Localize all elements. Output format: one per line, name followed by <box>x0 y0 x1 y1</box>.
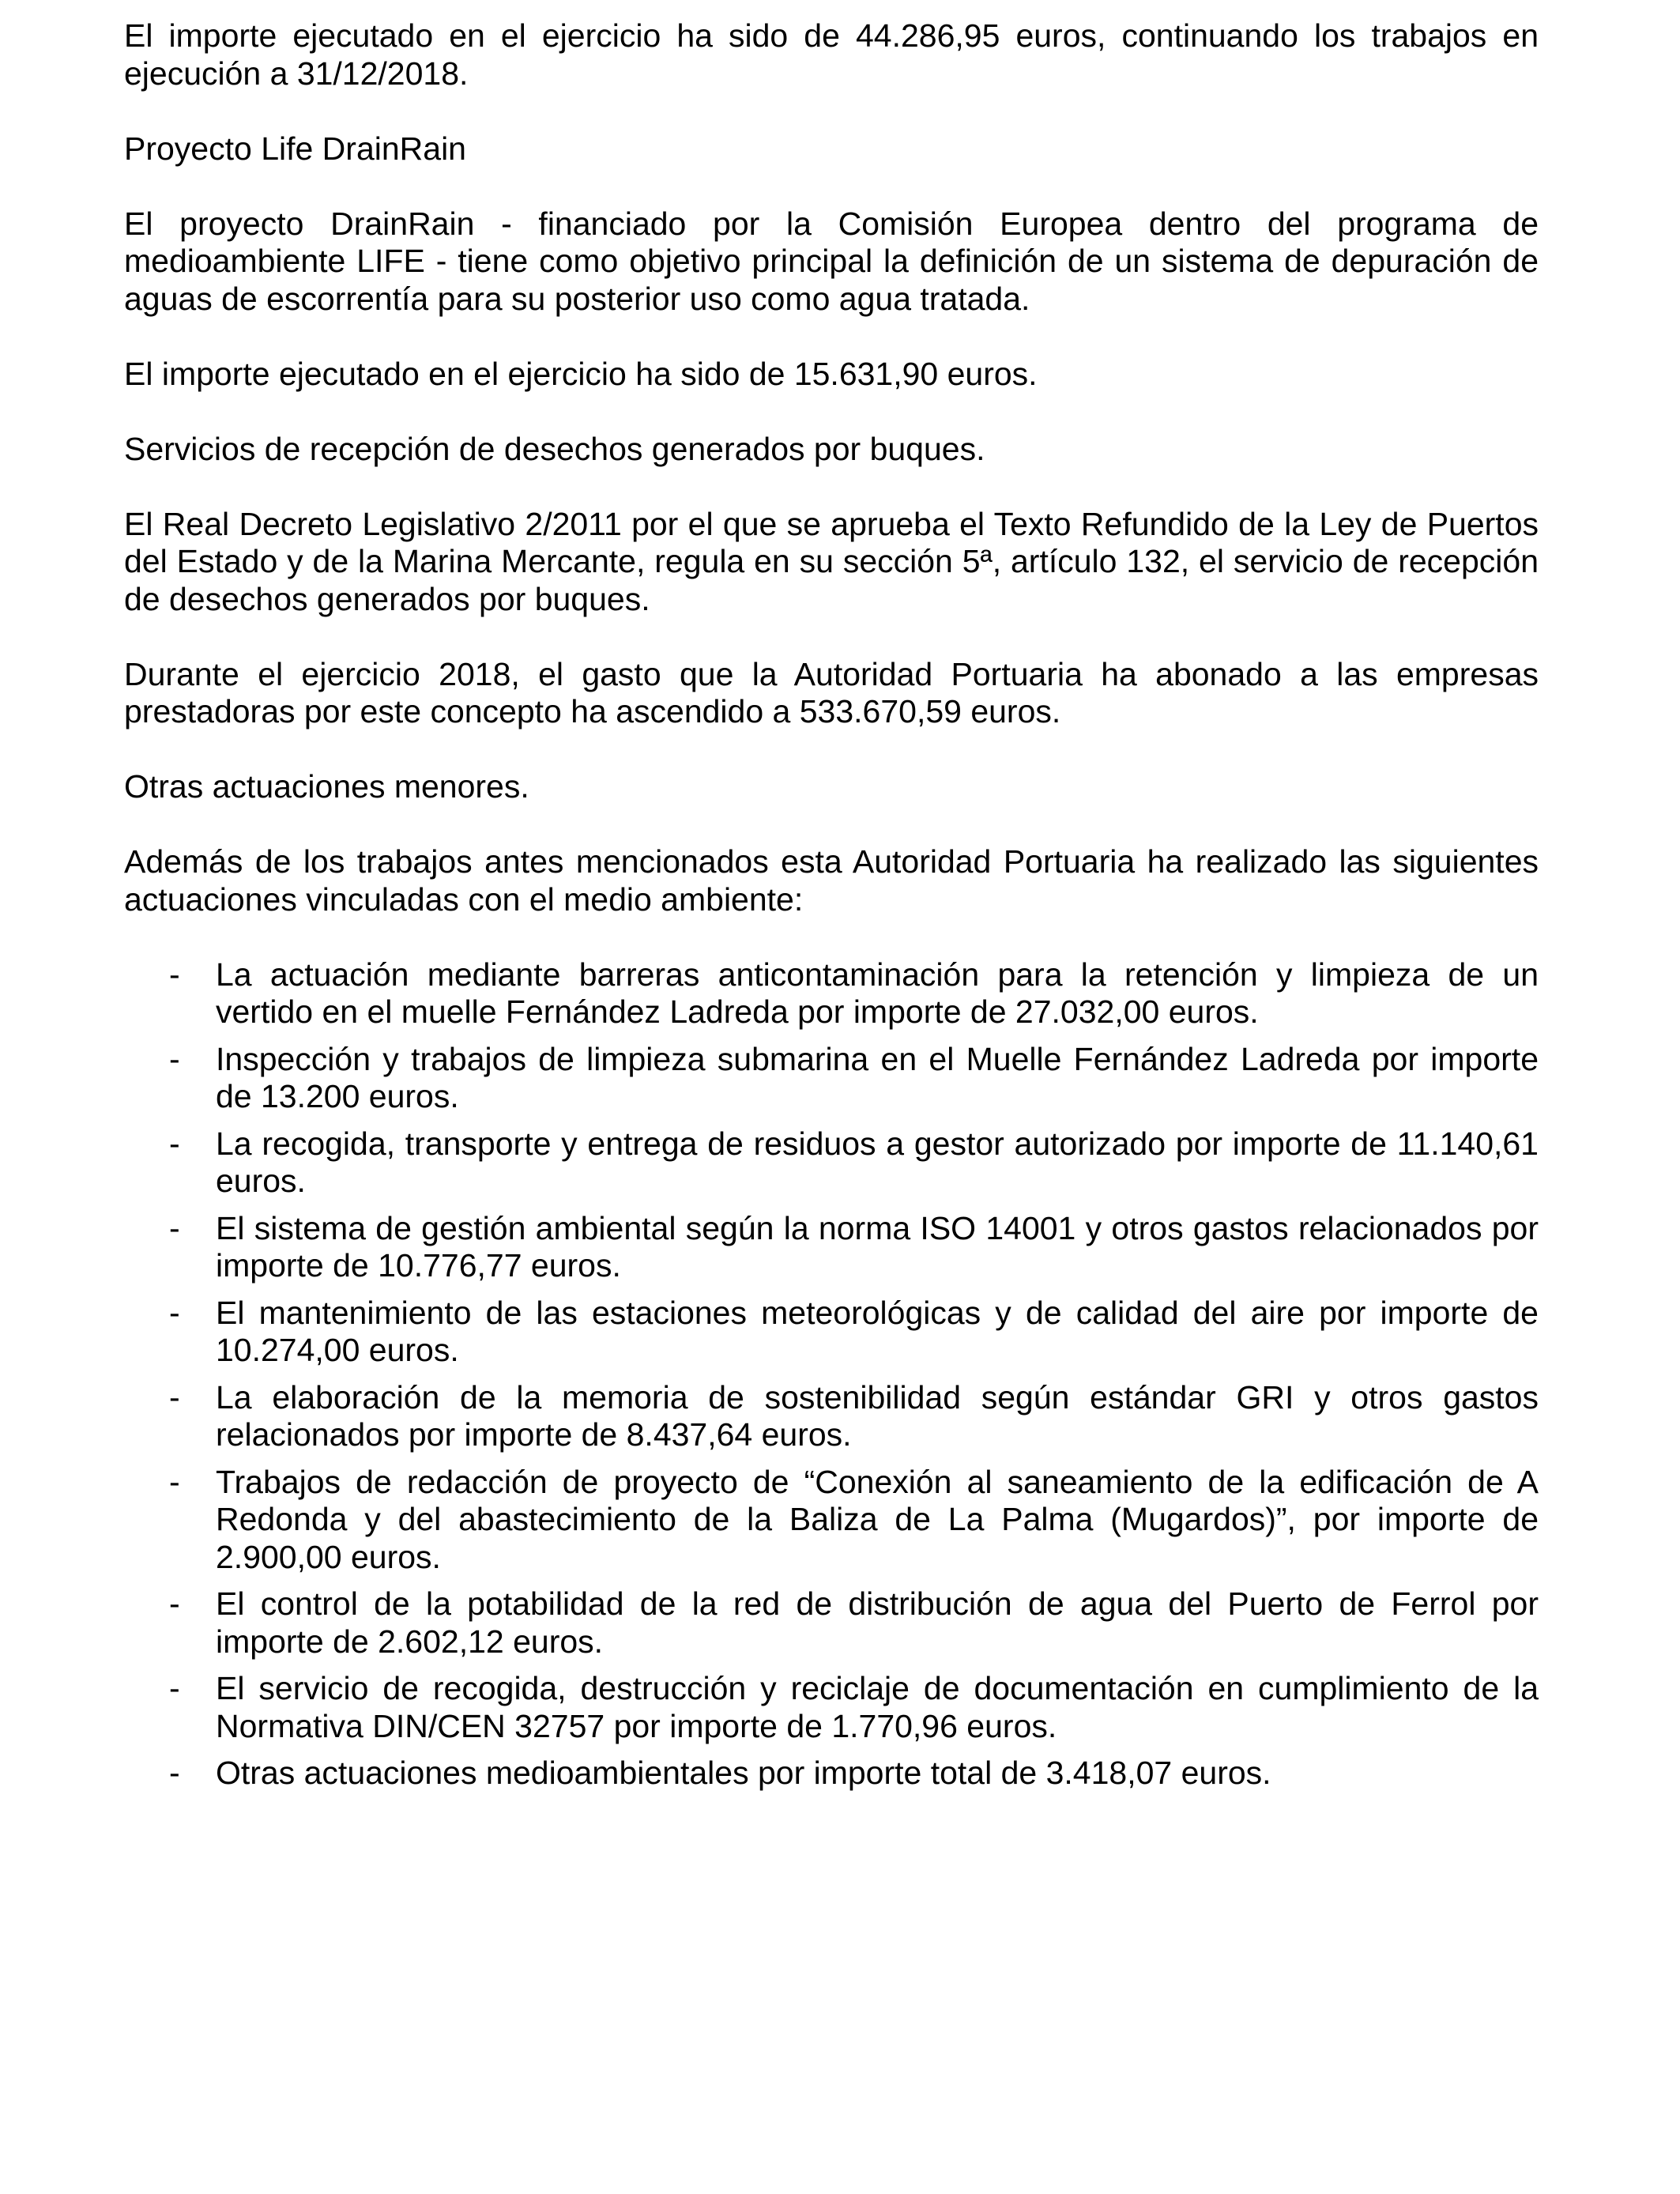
list-dash: - <box>169 1378 180 1416</box>
list-item <box>124 1210 1539 1285</box>
list-item-text: La recogida, transporte y entrega de residuos a gestor autorizado por importe de 11.140,61 euros. <box>216 1125 1539 1199</box>
list-item-text: El sistema de gestión ambiental según la norma ISO 14001 y otros gastos relacionados por importe de 10.776,77 euros. <box>216 1209 1539 1284</box>
actuaciones-list <box>124 956 1539 1793</box>
list-item <box>124 1585 1539 1661</box>
heading-otras-actuaciones: Otras actuaciones menores. <box>124 768 529 805</box>
paragraph-importe-ejecutado-2: El importe ejecutado en el ejercicio ha sido de 15.631,90 euros. <box>124 355 1038 392</box>
paragraph-real-decreto: El Real Decreto Legislativo 2/2011 por el que se aprueba el Texto Refundido de la Ley de Puertos del Estado y de la Marina Mercante, regula en su sección 5ª, artículo 132, el servicio de recepción de desechos generados por buques. <box>124 505 1539 617</box>
list-item-text: El mantenimiento de las estaciones meteorológicas y de calidad del aire por importe de 10.274,00 euros. <box>216 1294 1539 1368</box>
list-item-text: El control de la potabilidad de la red de distribución de agua del Puerto de Ferrol por importe de 2.602,12 euros. <box>216 1585 1539 1660</box>
list-dash: - <box>169 1209 180 1246</box>
list-item <box>124 1125 1539 1201</box>
list-dash: - <box>169 956 180 993</box>
list-item-text: La elaboración de la memoria de sostenibilidad según estándar GRI y otros gastos relacionados por importe de 8.437,64 euros. <box>216 1378 1539 1453</box>
list-item-text: Trabajos de redacción de proyecto de “Conexión al saneamiento de la edificación de A Redonda y del abastecimiento de la Baliza de La Palma (Mugardos)”, por importe de 2.900,00 euros. <box>216 1463 1539 1575</box>
list-item-text: El servicio de recogida, destrucción y reciclaje de documentación en cumplimiento de la Normativa DIN/CEN 32757 por importe de 1.770,96 euros. <box>216 1670 1539 1744</box>
list-item <box>124 1670 1539 1745</box>
list-item <box>124 1379 1539 1454</box>
paragraph-ademas: Además de los trabajos antes mencionados esta Autoridad Portuaria ha realizado las siguientes actuaciones vinculadas con el medio ambiente: <box>124 843 1539 918</box>
list-item <box>124 1755 1539 1793</box>
heading-servicios-recepcion: Servicios de recepción de desechos generados por buques. <box>124 430 985 467</box>
list-item-text: Otras actuaciones medioambientales por importe total de 3.418,07 euros. <box>216 1755 1271 1791</box>
list-dash: - <box>169 1755 180 1791</box>
list-dash: - <box>169 1463 180 1500</box>
list-item <box>124 1464 1539 1577</box>
list-dash: - <box>169 1670 180 1706</box>
paragraph-drainrain-description: El proyecto DrainRain - financiado por la Comisión Europea dentro del programa de medioambiente LIFE - tiene como objetivo principal la definición de un sistema de depuración de aguas de escorrentía para su posterior uso como agua tratada. <box>124 205 1539 317</box>
list-item-text: La actuación mediante barreras anticontaminación para la retención y limpieza de un vertido en el muelle Fernández Ladreda por importe de 27.032,00 euros. <box>216 956 1539 1030</box>
list-dash: - <box>169 1125 180 1162</box>
list-item <box>124 1295 1539 1370</box>
document-page <box>124 17 1539 1802</box>
list-dash: - <box>169 1585 180 1622</box>
paragraph-gasto-2018: Durante el ejercicio 2018, el gasto que la Autoridad Portuaria ha abonado a las empresas prestadoras por este concepto ha ascendido a 533.670,59 euros. <box>124 655 1539 729</box>
list-item <box>124 1041 1539 1116</box>
list-item <box>124 956 1539 1031</box>
heading-proyecto-life-drainrain: Proyecto Life DrainRain <box>124 130 466 167</box>
paragraph-importe-ejecutado-1: El importe ejecutado en el ejercicio ha sido de 44.286,95 euros, continuando los trabajos en ejecución a 31/12/2018. <box>124 17 1539 92</box>
list-dash: - <box>169 1294 180 1331</box>
list-dash: - <box>169 1040 180 1077</box>
list-item-text: Inspección y trabajos de limpieza submarina en el Muelle Fernández Ladreda por importe de 13.200 euros. <box>216 1040 1539 1114</box>
